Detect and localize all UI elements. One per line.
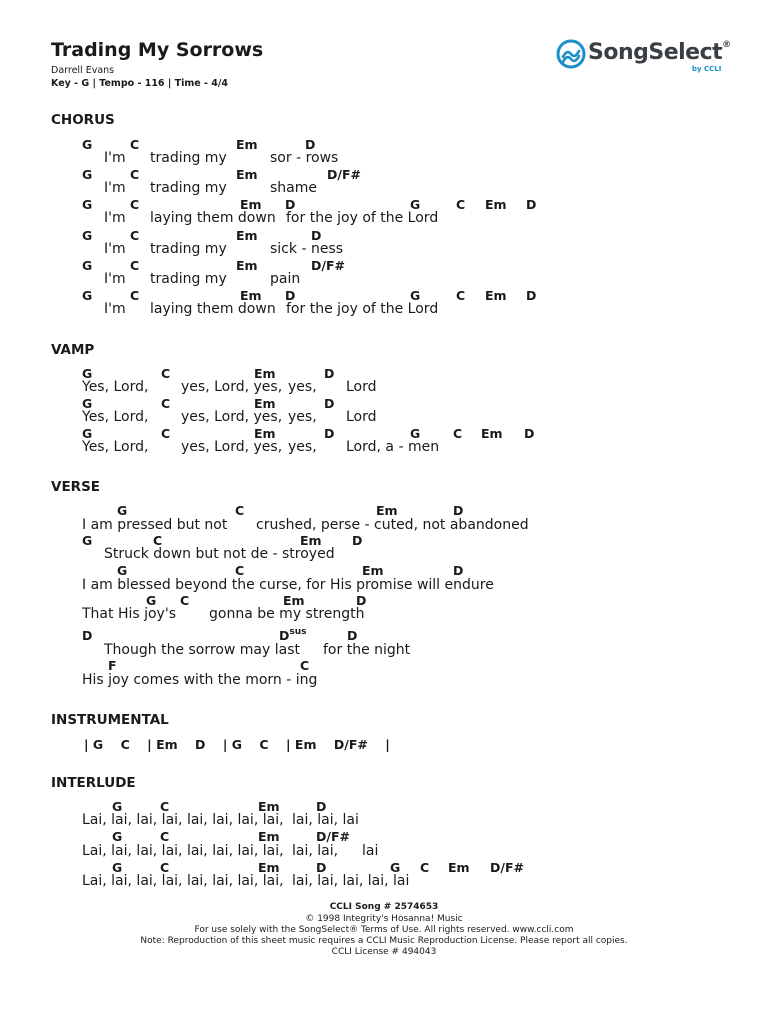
chord: C bbox=[160, 829, 170, 844]
chord: D bbox=[352, 533, 363, 548]
chord: D bbox=[453, 563, 464, 578]
lyric: crushed, perse - cuted, not abandoned bbox=[256, 517, 529, 533]
lyric: I am pressed but not bbox=[82, 517, 228, 533]
chord: D bbox=[316, 860, 327, 875]
chord: Em bbox=[258, 860, 280, 875]
chord: F bbox=[108, 658, 117, 673]
lyric: trading my bbox=[150, 241, 227, 257]
ccli-license: CCLI License # 494043 bbox=[331, 947, 437, 957]
lyric: I am blessed beyond the curse, for His promise will endure bbox=[82, 577, 494, 593]
lyric: for the joy of the Lord bbox=[286, 210, 439, 226]
section-heading-chorus: CHORUS bbox=[51, 112, 115, 128]
lyric: Struck down but not de - stroyed bbox=[104, 546, 335, 562]
chord: C bbox=[160, 860, 170, 875]
chord-dsus bbox=[279, 628, 307, 643]
chord: Em bbox=[240, 197, 262, 212]
chord: Em bbox=[362, 563, 384, 578]
lyric: Yes, Lord, bbox=[82, 409, 149, 425]
lyric: yes, bbox=[288, 409, 317, 425]
copyright: © 1998 Integrity's Hosanna! Music bbox=[305, 914, 463, 924]
chord: D bbox=[324, 366, 335, 381]
chord: G bbox=[82, 197, 93, 212]
chord: Em bbox=[485, 197, 507, 212]
chord: C bbox=[180, 593, 190, 608]
chord: C bbox=[161, 426, 171, 441]
chord: C bbox=[235, 503, 245, 518]
lyric: yes, Lord, yes, bbox=[181, 439, 283, 455]
chord: Em bbox=[236, 258, 258, 273]
chord: C bbox=[456, 288, 466, 303]
section-heading-vamp: VAMP bbox=[51, 342, 95, 358]
lyric: trading my bbox=[150, 271, 227, 287]
lyric: Though the sorrow may last bbox=[104, 642, 300, 658]
chord: C bbox=[153, 533, 163, 548]
lyric: lai bbox=[362, 843, 379, 859]
lyric: yes, bbox=[288, 379, 317, 395]
section-heading-interlude: INTERLUDE bbox=[51, 775, 136, 791]
lyric: gonna be my strength bbox=[209, 606, 365, 622]
chord: G bbox=[82, 426, 93, 441]
chord: Em bbox=[254, 426, 276, 441]
ccli-song-number: CCLI Song # 2574653 bbox=[329, 902, 439, 912]
lyric: trading my bbox=[150, 150, 227, 166]
lyric: yes, Lord, yes, bbox=[181, 379, 283, 395]
chord: G bbox=[390, 860, 401, 875]
song-author: Darrell Evans bbox=[51, 65, 115, 76]
songselect-logo-icon bbox=[556, 39, 586, 69]
lyric: Lord, a - men bbox=[346, 439, 440, 455]
song-meta: Key - G | Tempo - 116 | Time - 4/4 bbox=[51, 78, 228, 89]
lyric: Lord bbox=[346, 409, 377, 425]
chord-root: D bbox=[279, 628, 290, 643]
chord: G bbox=[117, 503, 128, 518]
lyric: Lord bbox=[346, 379, 377, 395]
terms-of-use: For use solely with the SongSelect® Terms of Use. All rights reserved. www.ccli.com bbox=[194, 925, 574, 935]
song-title: Trading My Sorrows bbox=[51, 39, 264, 61]
chord: D/F# bbox=[490, 860, 524, 875]
chord: Em bbox=[254, 396, 276, 411]
chord: C bbox=[161, 396, 171, 411]
lyric: I'm bbox=[104, 150, 126, 166]
instrumental-progression: | G C | Em D | G C | Em D/F# | bbox=[84, 737, 390, 752]
lyric: sick - ness bbox=[270, 241, 344, 257]
lyric: lai, lai, lai bbox=[292, 812, 359, 828]
lyric: sor - rows bbox=[270, 150, 339, 166]
chord: G bbox=[112, 829, 123, 844]
chord: D bbox=[324, 426, 335, 441]
chord: C bbox=[456, 197, 466, 212]
chord: G bbox=[146, 593, 157, 608]
chord: C bbox=[130, 288, 140, 303]
lyric: yes, bbox=[288, 439, 317, 455]
chord: G bbox=[410, 197, 421, 212]
chord: D bbox=[311, 228, 322, 243]
lyric: lai, lai, lai, lai, lai bbox=[292, 873, 410, 889]
section-heading-verse: VERSE bbox=[51, 479, 101, 495]
chord: G bbox=[112, 860, 123, 875]
chord: G bbox=[82, 167, 93, 182]
chord: Em bbox=[283, 593, 305, 608]
chord: C bbox=[300, 658, 310, 673]
chord: Em bbox=[236, 137, 258, 152]
chord-suffix: sus bbox=[289, 627, 307, 637]
lyric: shame bbox=[270, 180, 317, 196]
lyric: yes, Lord, yes, bbox=[181, 409, 283, 425]
chord: G bbox=[82, 258, 93, 273]
lyric: Yes, Lord, bbox=[82, 439, 149, 455]
chord: Em bbox=[448, 860, 470, 875]
lyric: Lai, lai, lai, lai, lai, lai, lai, lai, bbox=[82, 843, 284, 859]
chord: C bbox=[130, 137, 140, 152]
chord: C bbox=[130, 167, 140, 182]
lyric: I'm bbox=[104, 241, 126, 257]
chord: C bbox=[160, 799, 170, 814]
chord: D bbox=[526, 288, 537, 303]
lyric: Lai, lai, lai, lai, lai, lai, lai, lai, bbox=[82, 812, 284, 828]
chord: Em bbox=[258, 829, 280, 844]
logo-wordmark: SongSelect® bbox=[588, 40, 731, 65]
chord: D/F# bbox=[327, 167, 361, 182]
chord: Em bbox=[236, 228, 258, 243]
lyric: I'm bbox=[104, 180, 126, 196]
section-heading-instrumental: INSTRUMENTAL bbox=[51, 712, 169, 728]
chord: G bbox=[410, 426, 421, 441]
lyric: Yes, Lord, bbox=[82, 379, 149, 395]
chord: D bbox=[324, 396, 335, 411]
chord: D/F# bbox=[311, 258, 345, 273]
chord: Em bbox=[258, 799, 280, 814]
chord: C bbox=[420, 860, 430, 875]
lyric: lai, lai, bbox=[292, 843, 339, 859]
chord: D bbox=[305, 137, 316, 152]
chord: G bbox=[82, 228, 93, 243]
chord: G bbox=[82, 533, 93, 548]
chord: G bbox=[82, 288, 93, 303]
chord: Em bbox=[300, 533, 322, 548]
lyric: laying them down bbox=[150, 301, 276, 317]
lyric: trading my bbox=[150, 180, 227, 196]
chord: D bbox=[453, 503, 464, 518]
lyric: I'm bbox=[104, 301, 126, 317]
chord: D bbox=[347, 628, 358, 643]
lyric: I'm bbox=[104, 271, 126, 287]
chord: G bbox=[82, 396, 93, 411]
chord: C bbox=[453, 426, 463, 441]
chord: D bbox=[526, 197, 537, 212]
chord: C bbox=[130, 197, 140, 212]
chord: D bbox=[285, 288, 296, 303]
chord: G bbox=[410, 288, 421, 303]
lyric: His joy comes with the morn - ing bbox=[82, 672, 318, 688]
lyric: for the night bbox=[323, 642, 411, 658]
chord: D bbox=[524, 426, 535, 441]
lyric: for the joy of the Lord bbox=[286, 301, 439, 317]
chord: C bbox=[130, 258, 140, 273]
logo-registered-mark: ® bbox=[722, 40, 731, 50]
chord: G bbox=[117, 563, 128, 578]
logo-byline: by CCLI bbox=[692, 65, 722, 73]
chord: Em bbox=[481, 426, 503, 441]
chord: D bbox=[316, 799, 327, 814]
chord: D bbox=[356, 593, 367, 608]
chord: D bbox=[285, 197, 296, 212]
chord: G bbox=[82, 137, 93, 152]
lyric: laying them down bbox=[150, 210, 276, 226]
lyric: pain bbox=[270, 271, 301, 287]
chord: Em bbox=[240, 288, 262, 303]
lyric: Lai, lai, lai, lai, lai, lai, lai, lai, bbox=[82, 873, 284, 889]
chord: Em bbox=[254, 366, 276, 381]
reproduction-note: Note: Reproduction of this sheet music requires a CCLI Music Reproduction License. Please report all copies. bbox=[140, 936, 628, 946]
chord: Em bbox=[236, 167, 258, 182]
chord: Em bbox=[485, 288, 507, 303]
chord: D/F# bbox=[316, 829, 350, 844]
chord: C bbox=[235, 563, 245, 578]
chord: D bbox=[82, 628, 93, 643]
chord: Em bbox=[376, 503, 398, 518]
chord: C bbox=[130, 228, 140, 243]
chord: G bbox=[82, 366, 93, 381]
chord: G bbox=[112, 799, 123, 814]
chord: C bbox=[161, 366, 171, 381]
lyric: That His joy's bbox=[82, 606, 176, 622]
lyric: I'm bbox=[104, 210, 126, 226]
songselect-logo[interactable] bbox=[556, 38, 731, 74]
